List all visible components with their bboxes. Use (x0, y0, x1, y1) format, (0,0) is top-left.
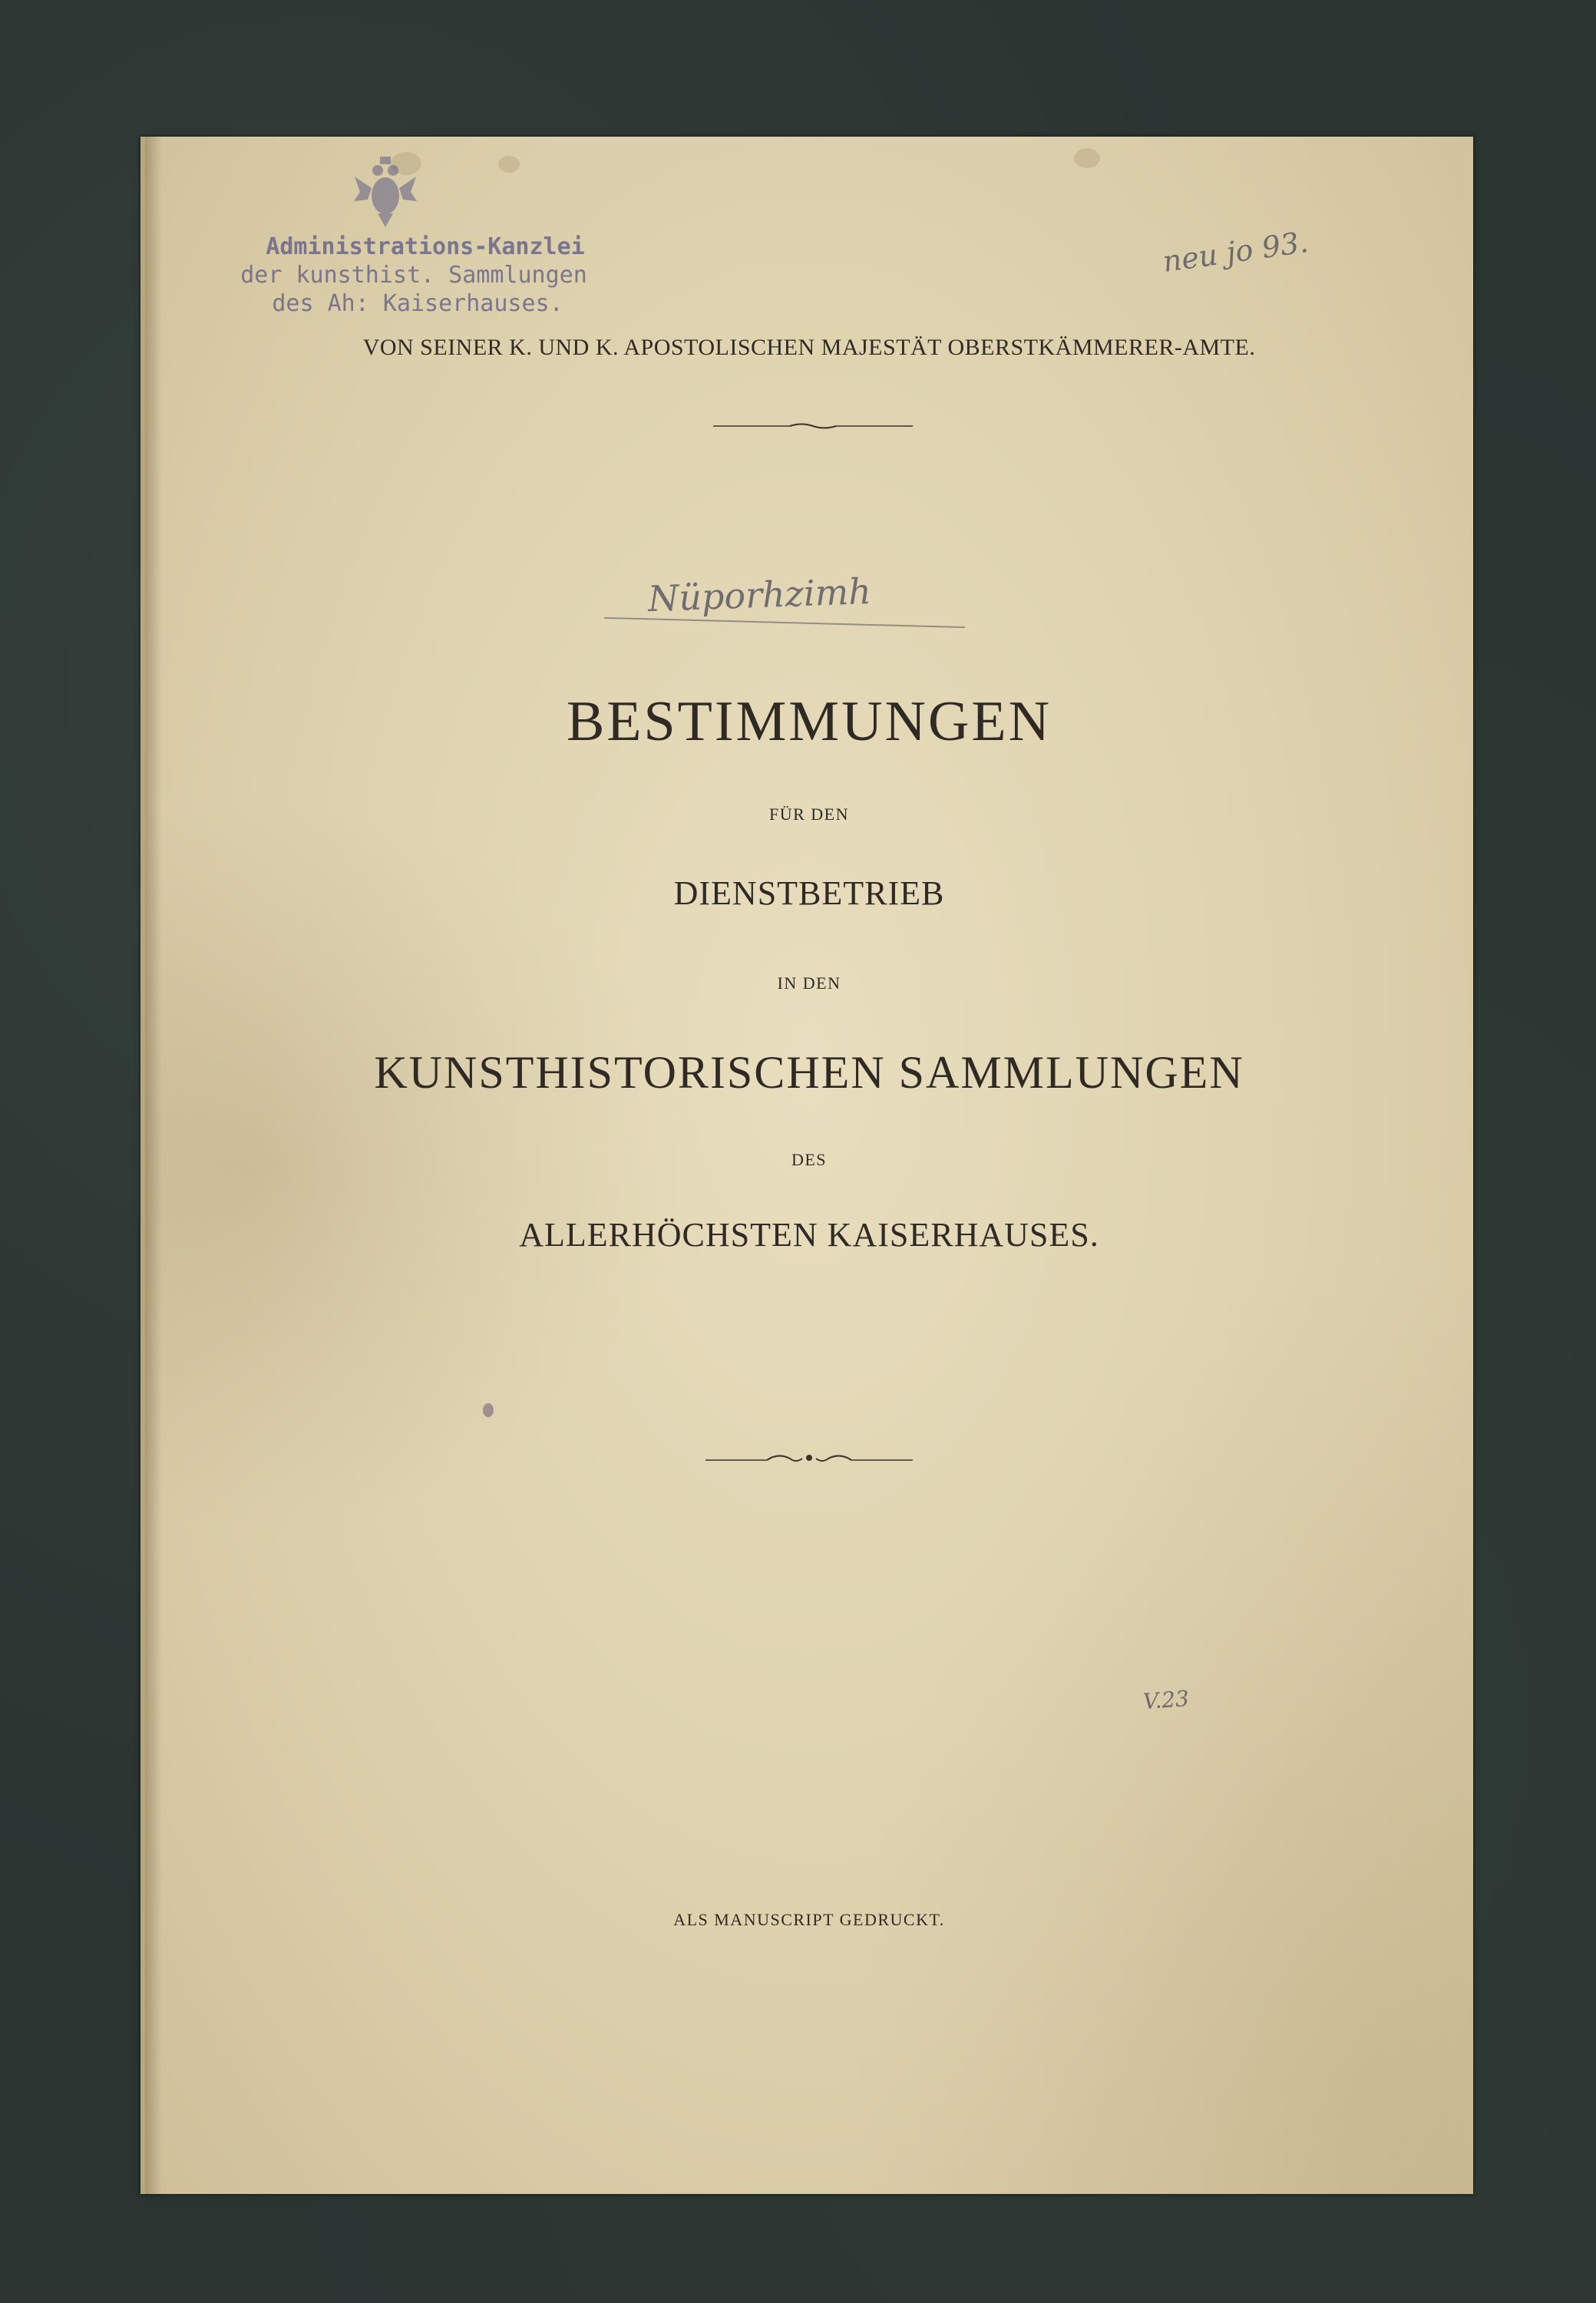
handwritten-note-bottom: V.23 (1142, 1685, 1190, 1715)
stamp-line-1: Administrations-Kanzlei (266, 233, 585, 260)
issuing-office-header: VON SEINER K. UND K. APOSTOLISCHEN MAJESTÄT OBERSTKÄMMERER-AMTE. (362, 335, 1256, 360)
subtitle-des: DES (791, 1150, 828, 1169)
stain (1074, 148, 1100, 168)
stamp-line-2: der kunsthist. Sammlungen (240, 262, 587, 289)
subtitle-fur-den: FÜR DEN (768, 805, 849, 824)
handwritten-note-middle: Nüporhzimh (647, 570, 872, 620)
handwritten-note-top: neu jo 93. (1160, 224, 1310, 279)
administration-stamp (199, 233, 629, 318)
subtitle-dienstbetrieb: DIENSTBETRIEB (673, 874, 945, 912)
subtitle-kunsthistorischen-sammlungen: KUNSTHISTORISCHEN SAMMLUNGEN (374, 1047, 1244, 1098)
decorative-rule-top (713, 421, 913, 431)
ink-spot (483, 1403, 494, 1417)
stain (498, 156, 520, 173)
printing-note: ALS MANUSCRIPT GEDRUCKT. (673, 1910, 945, 1929)
stamp-line-3: des Ah: Kaiserhauses. (272, 290, 563, 317)
paper-sheet (140, 137, 1473, 2194)
handwritten-underline (604, 617, 965, 628)
double-eagle-stamp-icon (351, 154, 420, 230)
subtitle-kaiserhauses: ALLERHÖCHSTEN KAISERHAUSES. (519, 1216, 1099, 1254)
subtitle-in-den: IN DEN (777, 973, 841, 993)
ornamental-rule-bottom (705, 1449, 913, 1469)
document-title: BESTIMMUNGEN (566, 690, 1052, 753)
